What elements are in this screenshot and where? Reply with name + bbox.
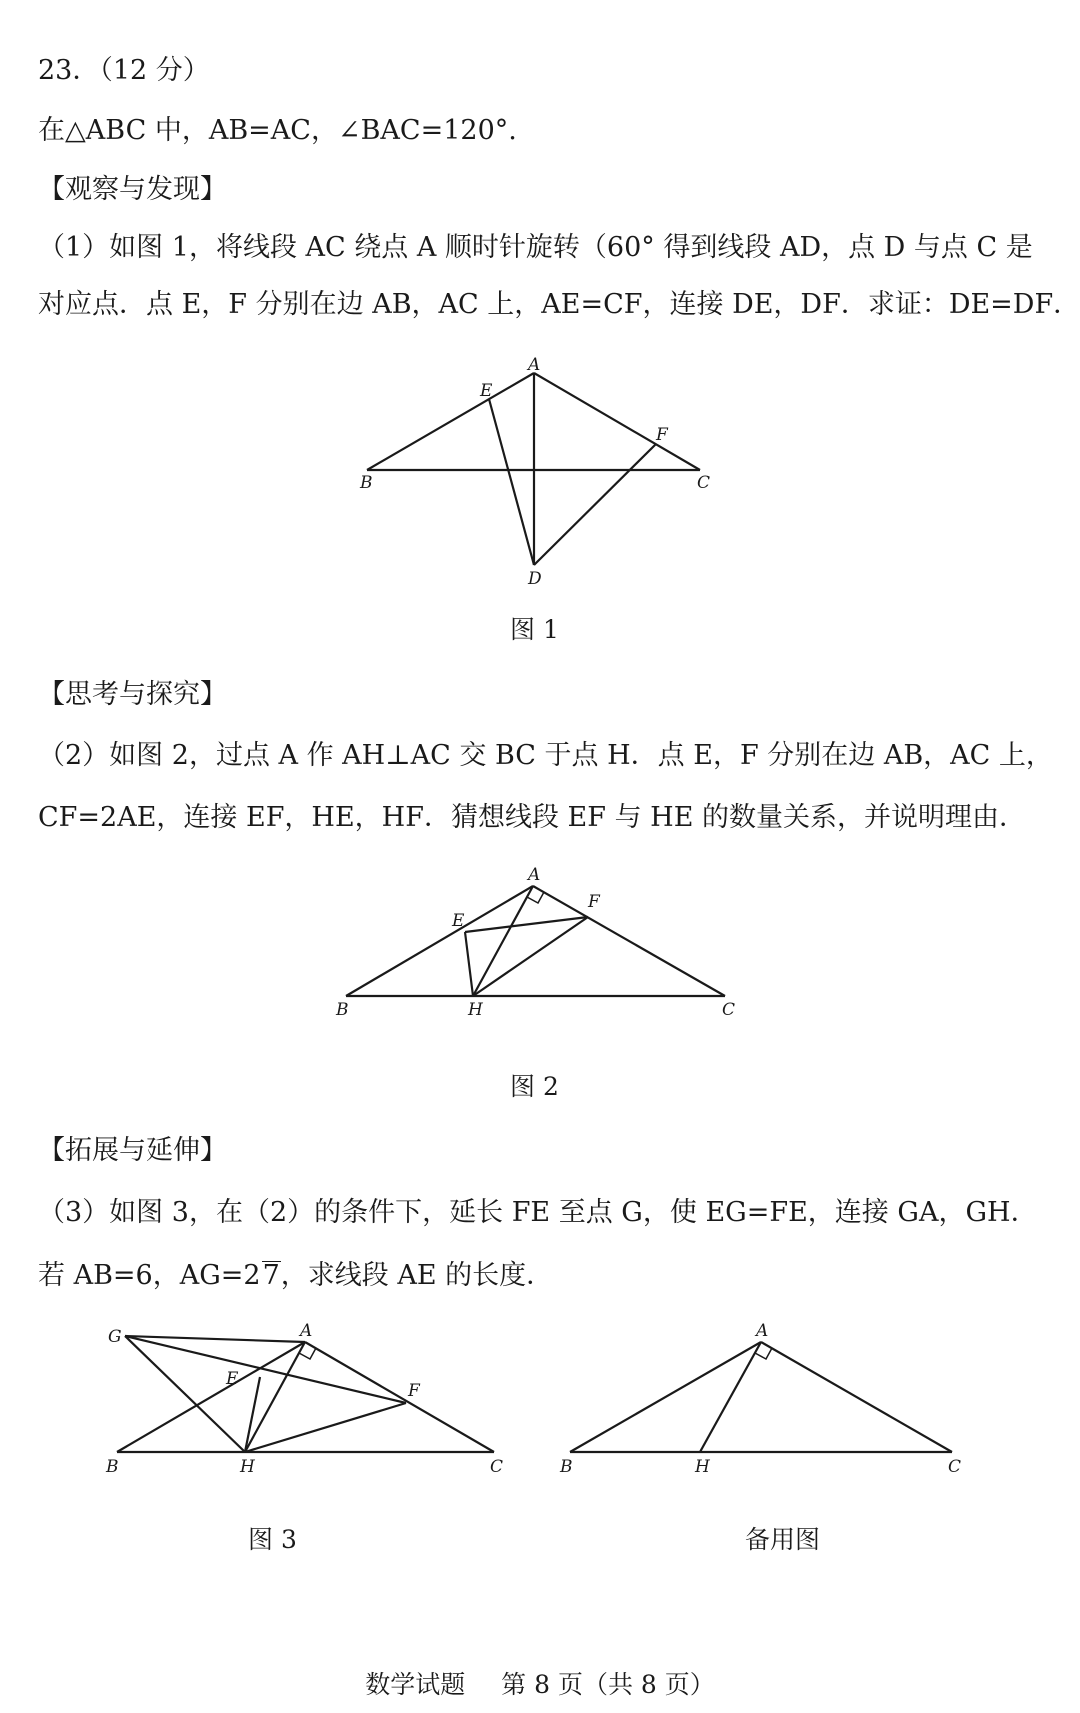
spare-label-C: C [948,1457,962,1477]
figure-spare-caption: 备用图 [745,1525,821,1554]
fig3-label-C: C [490,1457,504,1477]
page-footer [0,1665,1080,1701]
section-heading-observe: 【观察与发现】 [38,174,227,205]
fig2-label-C: C [722,1000,736,1020]
part1-text-line1: （1）如图 1，将线段 AC 绕点 A 顺时针旋转（60° 得到线段 AD，点 D 与点 C 是 [38,232,1033,263]
part3-line2-suffix: ，求线段 AE 的长度． [280,1260,554,1291]
fig2-label-F: F [588,892,600,912]
fig1-label-A: A [528,355,541,375]
fig3-label-G: G [108,1327,122,1347]
sqrt-radicand: 7 [262,1260,280,1291]
spare-label-H: H [695,1457,710,1477]
fig1-label-E: E [480,381,493,401]
question-number: 23．（12 分） [38,55,210,86]
figure-1-caption: 图 1 [510,615,559,644]
fig3-label-F: F [408,1381,420,1401]
fig2-label-A: A [528,865,541,885]
fig2-label-H: H [468,1000,483,1020]
part2-text-line2: CF=2AE，连接 EF，HE，HF．猜想线段 EF 与 HE 的数量关系，并说明理由． [38,802,1026,833]
fig2-label-B: B [336,1000,349,1020]
part1-text-line2: 对应点．点 E，F 分别在边 AB，AC 上，AE=CF，连接 DE，DF．求证：DE=DF． [38,289,1080,320]
fig2-label-E: E [452,911,465,931]
section-heading-explore: 【思考与探究】 [38,679,227,710]
part2-text-line1: （2）如图 2，过点 A 作 AH⊥AC 交 BC 于点 H．点 E，F 分别在边 AB，AC 上， [38,740,1053,771]
question-given: 在△ABC 中，AB=AC，∠BAC=120°. [38,115,517,146]
spare-label-A: A [756,1321,769,1341]
part3-text-line1: （3）如图 3，在（2）的条件下，延长 FE 至点 G，使 EG=FE，连接 GA，GH． [38,1197,1038,1228]
fig1-label-D: D [528,569,542,589]
fig3-label-E: E [226,1369,239,1389]
fig3-label-A: A [300,1321,313,1341]
part3-line2-prefix: 若 AB=6，AG=2 [38,1260,261,1291]
spare-label-B: B [560,1457,573,1477]
fig1-label-C: C [697,473,711,493]
footer-subject: 数学试题 [365,1670,466,1699]
fig1-label-B: B [360,473,373,493]
figure-3-caption: 图 3 [248,1525,297,1554]
fig3-label-H: H [240,1457,255,1477]
fig1-label-F: F [656,425,668,445]
fig3-label-B: B [106,1457,119,1477]
figure-2-caption: 图 2 [510,1072,559,1101]
section-heading-extend: 【拓展与延伸】 [38,1135,227,1166]
footer-page-number: 第 8 页（共 8 页） [501,1670,715,1699]
